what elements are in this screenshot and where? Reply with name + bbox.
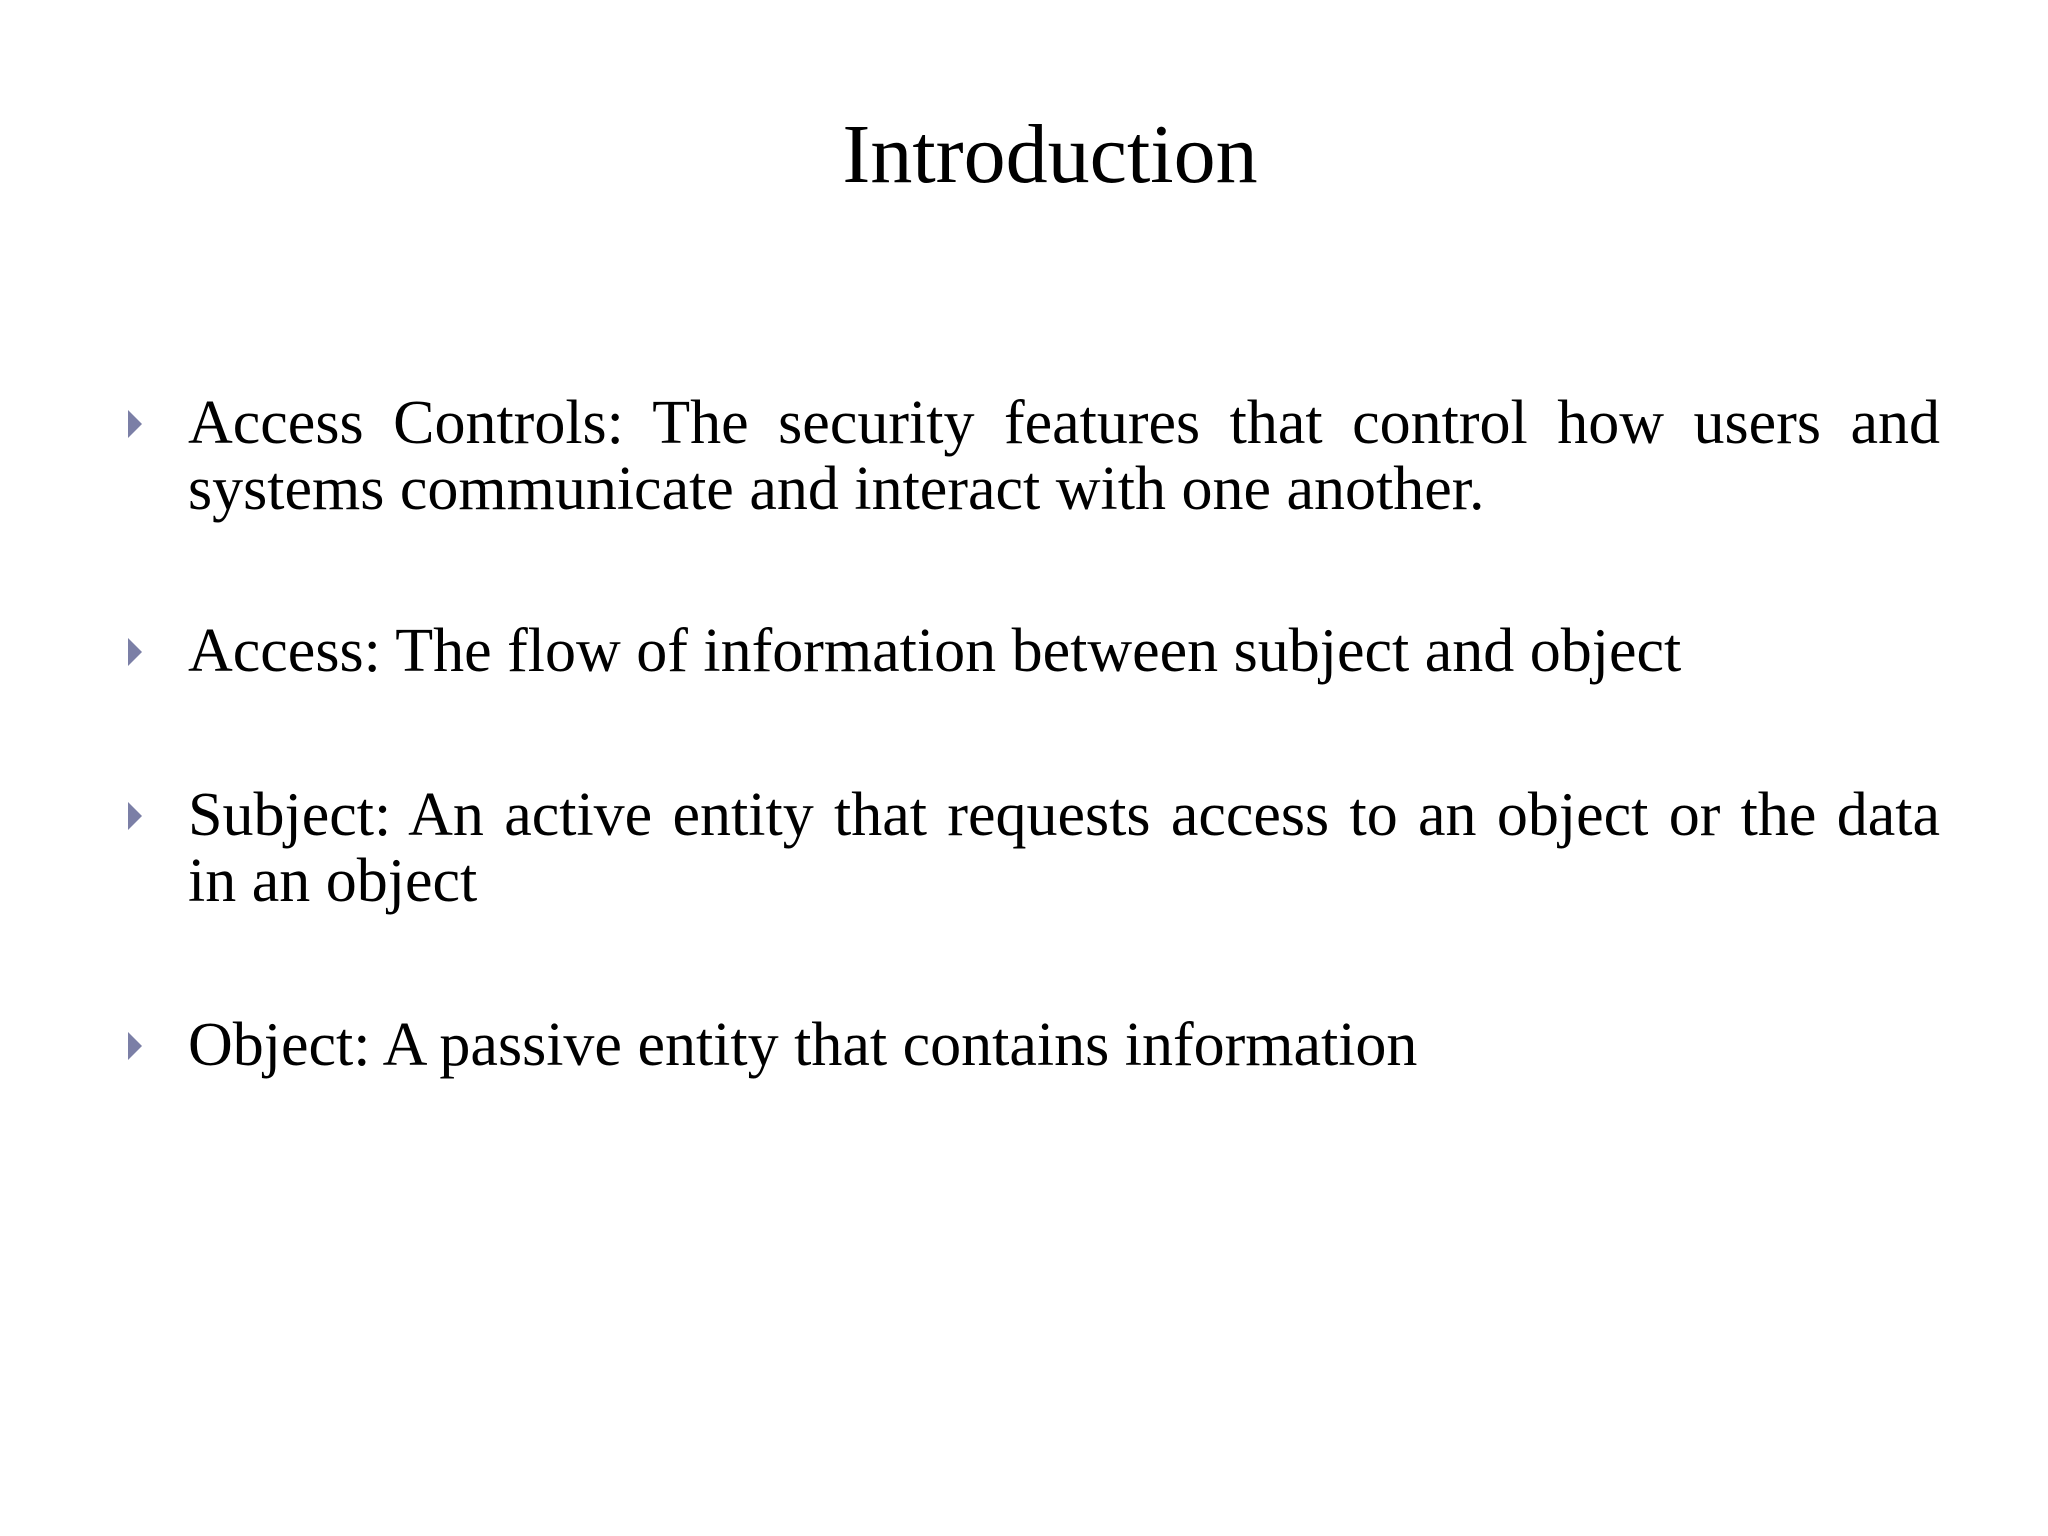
bullet-text: Subject: An active entity that requests access to an object or the data in an object — [188, 781, 1940, 915]
bullet-item-access — [120, 618, 1940, 684]
slide-title: Introduction — [842, 108, 1258, 201]
bullet-list — [120, 390, 1940, 1174]
bullet-text: Access: The flow of information between subject and object — [188, 617, 1682, 685]
bullet-item-subject — [120, 782, 1940, 914]
triangle-bullet-icon — [128, 802, 142, 830]
bullet-text: Object: A passive entity that contains information — [188, 1011, 1418, 1079]
bullet-item-object — [120, 1012, 1940, 1078]
triangle-bullet-icon — [128, 638, 142, 666]
triangle-bullet-icon — [128, 410, 142, 438]
bullet-text: Access Controls: The security features that control how users and systems communicate and interact with one another. — [188, 389, 1940, 523]
bullet-item-access-controls — [120, 390, 1940, 522]
triangle-bullet-icon — [128, 1032, 142, 1060]
